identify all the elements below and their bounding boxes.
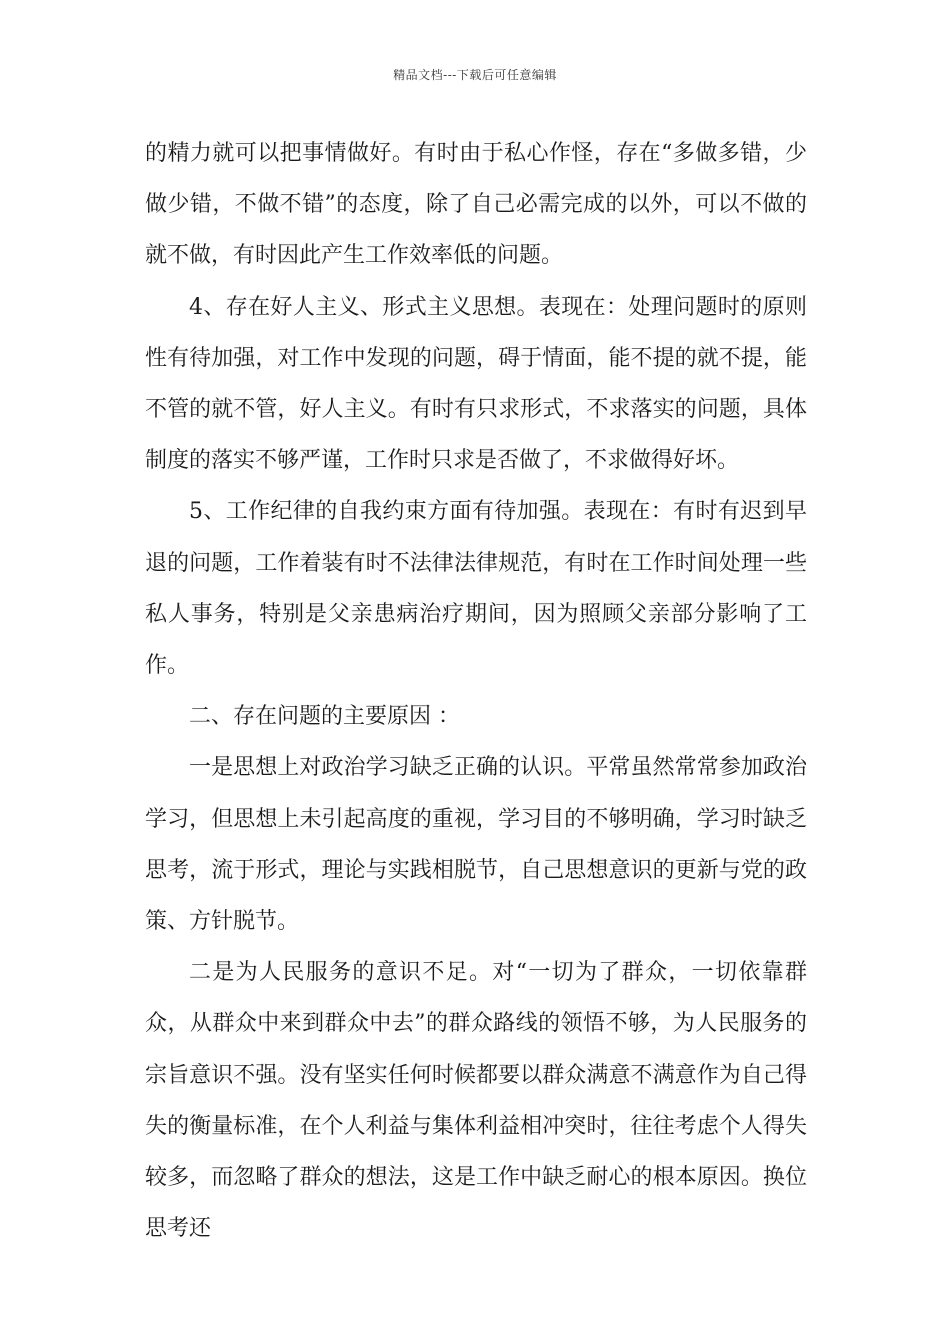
paragraph: 一是思想上对政治学习缺乏正确的认识。平常虽然常常参加政治学习，但思想上未引起高度的重视，学习目的不够明确，学习时缺乏思考，流于形式，理论与实践相脱节，自己思想意识的更新与党的政策、方针脱节。 (145, 755, 807, 935)
page-header: 精品文档---下载后可任意编辑 (393, 68, 557, 82)
paragraph: 二是为人民服务的意识不足。对“一切为了群众，一切依靠群众，从群众中来到群众中去”的群众路线的领悟不够，为人民服务的宗旨意识不强。没有坚实任何时候都要以群众满意不满意作为自己得失的衡量标准，在个人利益与集体利益相冲突时，往往考虑个人得失较多，而忽略了群众的想法，这是工作中缺乏耐心的根本原因。换位思考还 (145, 960, 807, 1242)
paragraph: 4、存在好人主义、形式主义思想。表现在：处理问题时的原则性有待加强，对工作中发现的问题，碍于情面，能不提的就不提，能不管的就不管，好人主义。有时有只求形式，不求落实的问题，具体制度的落实不够严谨，工作时只求是否做了，不求做得好坏。 (145, 294, 807, 474)
section-heading: 二、存在问题的主要原因 ： (189, 704, 460, 730)
document-body (145, 128, 807, 1254)
paragraph: 的精力就可以把事情做好。有时由于私心作怪，存在“多做多错，少做少错，不做不错”的态度，除了自己必需完成的以外，可以不做的就不做，有时因此产生工作效率低的问题。 (145, 141, 807, 269)
paragraph: 5、工作纪律的自我约束方面有待加强。表现在：有时有迟到早退的问题，工作着装有时不法律法律规范，有时在工作时间处理一些私人事务，特别是父亲患病治疗期间，因为照顾父亲部分影响了工作。 (145, 499, 807, 679)
